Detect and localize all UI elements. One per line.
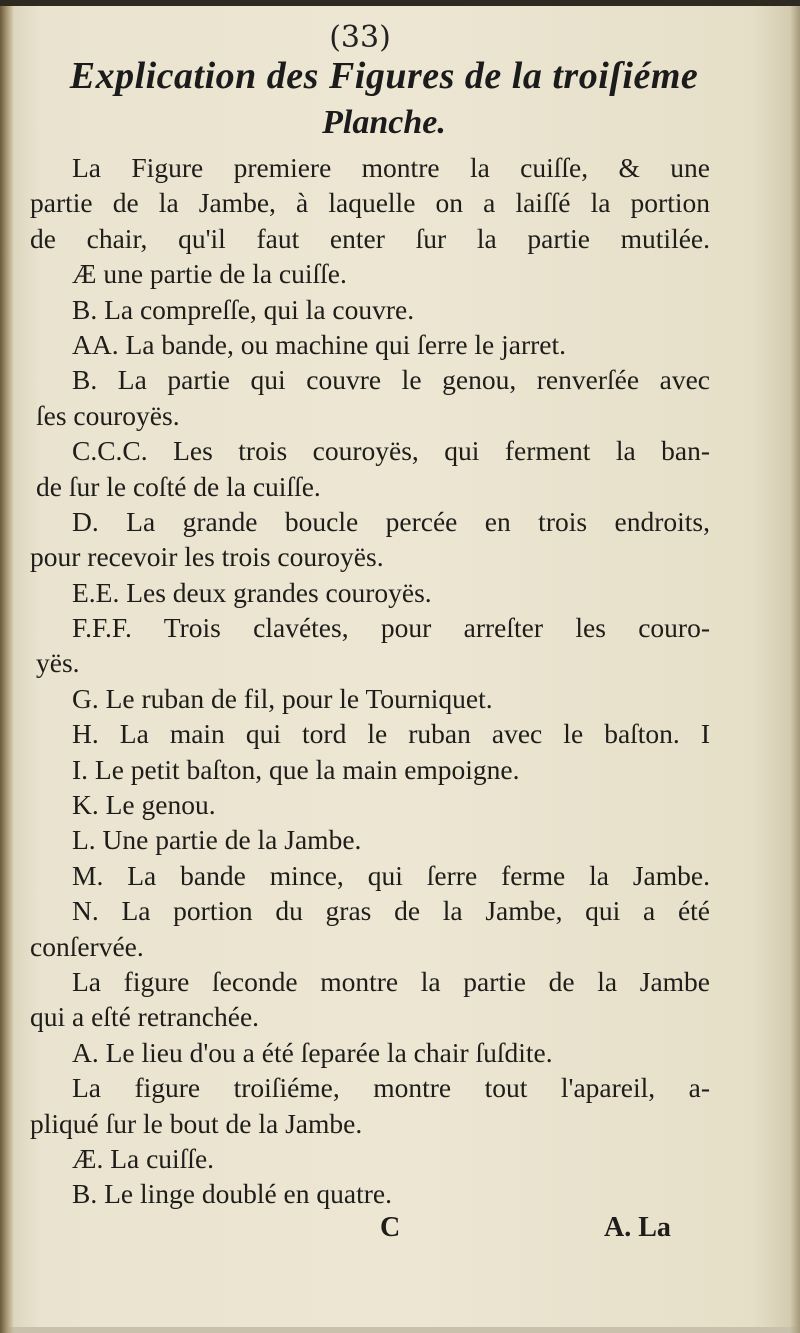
text-line: conſervée. bbox=[30, 930, 144, 962]
text-line: B. La compreſſe, qui la couvre. bbox=[72, 293, 415, 325]
text-line: B. Le linge doublé en quatre. bbox=[72, 1178, 392, 1210]
text-line: Æ. La cuiſſe. bbox=[72, 1142, 215, 1174]
text-line: I. Le petit baſton, que la main empoigne. bbox=[72, 753, 520, 785]
text-line: E.E. Les deux grandes couroyës. bbox=[72, 576, 432, 608]
text-line: Æ une partie de la cuiſſe. bbox=[72, 258, 347, 290]
text-line: G. Le ruban de fil, pour le Tourniquet. bbox=[72, 682, 493, 714]
text-line: D. La grande boucle percée en trois endroits, bbox=[72, 505, 710, 537]
text-line: C.C.C. Les trois couroyës, qui ferment la ban- bbox=[72, 435, 710, 467]
text-line: B. La partie qui couvre le genou, renverſée avec bbox=[72, 364, 710, 396]
page-gutter-shadow bbox=[0, 6, 14, 1333]
page-title-line-2: Planche. bbox=[322, 104, 446, 141]
catchword: A. La bbox=[604, 1212, 671, 1243]
text-line: de chair, qu'il faut enter ſur la partie mutilée. bbox=[30, 222, 710, 254]
page-title-line-1: Explication des Figures de la troiſiéme bbox=[69, 55, 699, 97]
text-line: N. La portion du gras de la Jambe, qui a été bbox=[72, 895, 710, 927]
text-line: A. Le lieu d'ou a été ſeparée la chair ſuſdite. bbox=[72, 1036, 553, 1068]
text-line: qui a eſté retranchée. bbox=[30, 1001, 260, 1033]
text-line: pour recevoir les trois couroyës. bbox=[30, 541, 384, 573]
text-line: L. Une partie de la Jambe. bbox=[72, 824, 362, 856]
text-line: de ſur le coſté de la cuiſſe. bbox=[36, 470, 321, 502]
page-number: (33) bbox=[329, 20, 391, 55]
text-line: partie de la Jambe, à laquelle on a laiſſé la portion bbox=[30, 187, 710, 219]
text-line: M. La bande mince, qui ſerre ferme la Jambe. bbox=[72, 859, 710, 891]
text-line: La figure ſeconde montre la partie de la Jambe bbox=[72, 965, 710, 997]
text-line: K. Le genou. bbox=[72, 789, 216, 821]
text-line: ſes couroyës. bbox=[36, 399, 180, 431]
text-line: La Figure premiere montre la cuiſſe, & une bbox=[72, 152, 710, 183]
text-line: AA. La bande, ou machine qui ſerre le jarret. bbox=[72, 328, 567, 360]
text-line: yës. bbox=[36, 647, 80, 679]
text-line: H. La main qui tord le ruban avec le baſton. I bbox=[72, 718, 710, 750]
text-line: pliqué ſur le bout de la Jambe. bbox=[30, 1107, 363, 1139]
text-line: F.F.F. Trois clavétes, pour arreſter les couro- bbox=[72, 612, 710, 644]
body-text bbox=[30, 150, 710, 1212]
signature-mark: C bbox=[380, 1212, 401, 1243]
text-line: La figure troiſiéme, montre tout l'apareil, a- bbox=[72, 1072, 710, 1104]
page-edge-shadow bbox=[790, 6, 800, 1333]
